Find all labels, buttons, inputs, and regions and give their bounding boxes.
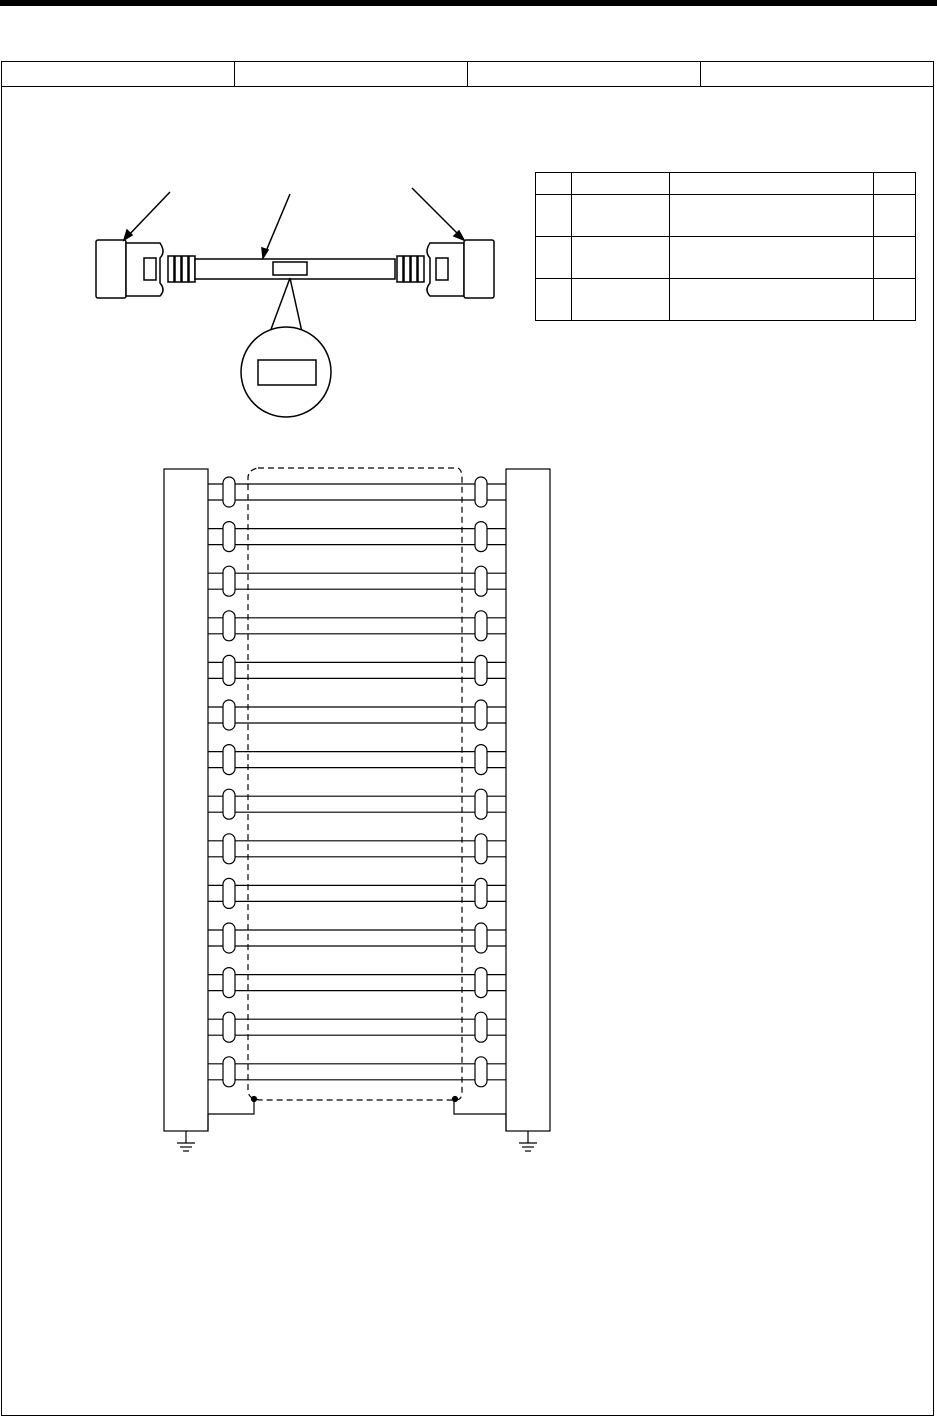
twisted-pair <box>208 611 506 641</box>
twisted-pair <box>208 566 506 596</box>
twist-marker <box>223 522 235 552</box>
twist-marker <box>475 700 487 730</box>
twist-marker <box>475 789 487 819</box>
twist-marker <box>223 968 235 998</box>
drain-junction-left <box>252 1097 257 1102</box>
twist-marker <box>223 923 235 953</box>
twist-marker <box>475 1057 487 1087</box>
twist-marker <box>223 745 235 775</box>
twisted-pair <box>208 655 506 685</box>
twisted-pair <box>208 923 506 953</box>
twisted-pair <box>208 477 506 507</box>
ground-wiring <box>186 1097 528 1144</box>
twist-marker <box>475 522 487 552</box>
twisted-pair <box>208 522 506 552</box>
right-terminal-block <box>506 469 550 1131</box>
twisted-pair <box>208 1057 506 1087</box>
twist-marker <box>223 655 235 685</box>
twist-marker <box>223 477 235 507</box>
ground-icon <box>177 1143 195 1151</box>
twist-marker <box>475 1012 487 1042</box>
twisted-pair <box>208 968 506 998</box>
twist-marker <box>223 834 235 864</box>
cable-label-tag <box>273 262 307 275</box>
twist-marker <box>475 566 487 596</box>
twisted-pair <box>208 745 506 775</box>
wiring-schematic <box>164 468 550 1151</box>
twist-marker <box>475 611 487 641</box>
twist-marker <box>475 745 487 775</box>
twisted-pair <box>208 789 506 819</box>
twist-marker <box>475 878 487 908</box>
twist-marker <box>475 923 487 953</box>
twist-marker <box>223 1012 235 1042</box>
twisted-pair <box>208 834 506 864</box>
cable-illustration <box>96 188 494 417</box>
leader-arrows <box>124 188 464 258</box>
twisted-pair <box>208 878 506 908</box>
twist-marker <box>475 655 487 685</box>
twist-marker <box>223 878 235 908</box>
twist-marker <box>223 611 235 641</box>
twisted-pair <box>208 1012 506 1042</box>
twist-marker <box>223 700 235 730</box>
label-callout <box>241 278 331 417</box>
twist-marker <box>223 566 235 596</box>
right-connector <box>397 240 494 298</box>
twist-marker <box>223 1057 235 1087</box>
drain-junction-right <box>453 1097 458 1102</box>
twist-marker <box>475 477 487 507</box>
twist-marker <box>475 968 487 998</box>
shield-outline <box>248 468 462 1100</box>
ground-icon <box>519 1143 537 1151</box>
twisted-pairs <box>208 477 506 1087</box>
left-terminal-block <box>164 469 208 1131</box>
twisted-pair <box>208 700 506 730</box>
left-connector <box>96 240 195 298</box>
twist-marker <box>223 789 235 819</box>
twist-marker <box>475 834 487 864</box>
